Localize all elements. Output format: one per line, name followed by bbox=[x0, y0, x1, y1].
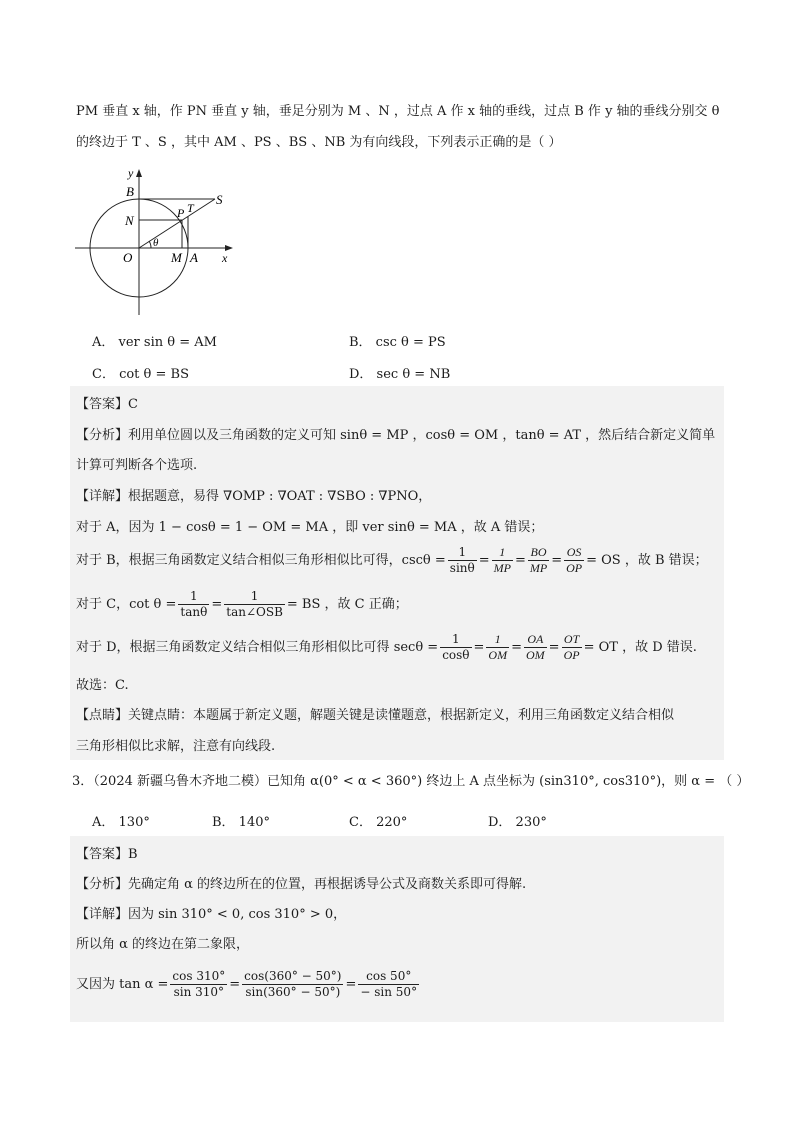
frac-den: OM bbox=[488, 648, 508, 662]
q2-option-c[interactable]: C． cot θ = BS bbox=[92, 367, 189, 382]
label-S: S bbox=[216, 192, 223, 207]
q3-analysis: 【分析】先确定角 α 的终边所在的位置，再根据诱导公式及商数关系即可得解. bbox=[76, 877, 527, 892]
frac-cos50-negsin50 bbox=[358, 969, 419, 1000]
frac-os-op bbox=[564, 545, 584, 576]
frac-num: cos 50° bbox=[358, 969, 419, 985]
q3-detail-line3 bbox=[76, 969, 421, 1000]
frac-num: OA bbox=[524, 632, 547, 648]
q2-detail-c bbox=[76, 589, 408, 620]
label-N: N bbox=[125, 213, 134, 228]
eq: = bbox=[229, 976, 241, 992]
frac-num: 1 bbox=[492, 545, 513, 561]
eq: = bbox=[211, 596, 223, 612]
q3-option-a[interactable]: A． 130° bbox=[92, 815, 150, 830]
frac-num: OS bbox=[564, 545, 584, 561]
q2-detail-b-end: = OS ，故 B 错误； bbox=[586, 552, 708, 568]
frac-num: OT bbox=[562, 632, 582, 648]
frac-num: 1 bbox=[224, 589, 285, 605]
frac-1-sin bbox=[448, 545, 477, 576]
q2-detail-line1: 【详解】根据题意，易得 ∇OMP : ∇OAT : ∇SBO : ∇PNO， bbox=[76, 489, 432, 504]
label-y: y bbox=[128, 166, 134, 180]
frac-den: tan∠OSB bbox=[226, 605, 283, 619]
label-theta: θ bbox=[153, 237, 159, 249]
frac-1-mp bbox=[492, 545, 513, 576]
frac-den: OM bbox=[526, 648, 545, 662]
frac-1-om bbox=[486, 632, 509, 663]
frac-den: sin 310° bbox=[173, 985, 225, 999]
frac-num: 1 bbox=[178, 589, 209, 605]
eq: = bbox=[473, 639, 485, 655]
q2-stem-line2: 的终边于 T 、S ，其中 AM 、PS 、BS 、NB 为有向线段，下列表示正确的是（ ） bbox=[76, 135, 562, 150]
frac-1-tan bbox=[178, 589, 209, 620]
theta-arc bbox=[149, 241, 151, 248]
q3-stem: 3．（2024 新疆乌鲁木齐地二模）已知角 α(0° < α < 360°) 终边上 A 点坐标为 (sin310°, cos310°)，则 α = （ ） bbox=[72, 774, 750, 789]
q2-stem-line1: PM 垂直 x 轴，作 PN 垂直 y 轴，垂足分别为 M 、N ，过点 A 作 x 轴的垂线，过点 B 作 y 轴的垂线分别交 θ bbox=[76, 104, 720, 119]
label-A: A bbox=[190, 250, 198, 265]
frac-oa-om bbox=[524, 632, 547, 663]
q2-detail-c-end: = BS ，故 C 正确； bbox=[286, 596, 408, 612]
eq: = bbox=[345, 976, 357, 992]
q2-detail-d bbox=[76, 632, 697, 663]
q2-analysis-line1: 【分析】利用单位圆以及三角函数的定义可知 sinθ = MP ，cosθ = OM ，tanθ = AT ，然后结合新定义简单 bbox=[76, 428, 716, 443]
q3-answer: 【答案】B bbox=[76, 847, 138, 862]
q2-answer: 【答案】C bbox=[76, 397, 138, 412]
eq: = bbox=[511, 639, 522, 655]
eq: = bbox=[514, 552, 526, 568]
frac-num: 1 bbox=[448, 545, 477, 561]
frac-cos360-sin360 bbox=[242, 969, 343, 1000]
q2-keypoint-line1: 【点睛】关键点睛：本题属于新定义题，解题关键是读懂题意，根据新定义，利用三角函数定义结合相似 bbox=[76, 708, 675, 723]
frac-num: 1 bbox=[486, 632, 509, 648]
q2-option-b[interactable]: B． csc θ = PS bbox=[349, 335, 446, 350]
q3-option-c[interactable]: C． 220° bbox=[349, 815, 408, 830]
label-P: P bbox=[177, 206, 185, 220]
frac-den: OP bbox=[566, 561, 583, 575]
frac-den: sin(360° − 50°) bbox=[245, 985, 341, 999]
frac-num: cos 310° bbox=[172, 969, 226, 983]
frac-cos310-sin310 bbox=[170, 969, 227, 1000]
frac-ot-op bbox=[562, 632, 582, 663]
frac-den: cosθ bbox=[442, 648, 470, 662]
q2-conclusion: 故选：C. bbox=[76, 678, 129, 693]
label-x: x bbox=[222, 251, 228, 265]
q3-option-d[interactable]: D． 230° bbox=[488, 815, 547, 830]
frac-bo-mp bbox=[528, 545, 549, 576]
frac-1-tanosb bbox=[224, 589, 285, 620]
frac-num: 1 bbox=[440, 632, 471, 648]
q2-analysis-line2: 计算可判断各个选项. bbox=[76, 458, 198, 473]
frac-den: − sin 50° bbox=[360, 985, 418, 999]
frac-den: MP bbox=[529, 561, 548, 575]
q2-detail-b bbox=[76, 545, 708, 576]
frac-1-cos bbox=[440, 632, 471, 663]
frac-den: MP bbox=[493, 561, 511, 575]
label-O: O bbox=[123, 250, 133, 265]
label-M: M bbox=[171, 250, 182, 265]
q2-detail-d-text: 对于 D，根据三角函数定义结合相似三角形相似比可得 secθ = bbox=[76, 639, 439, 655]
unit-circle-figure bbox=[70, 165, 240, 320]
q2-detail-b-text: 对于 B，根据三角函数定义结合相似三角形相似比可得，cscθ = bbox=[76, 552, 446, 568]
y-axis-arrow bbox=[136, 169, 142, 177]
q2-keypoint-line2: 三角形相似比求解，注意有向线段. bbox=[76, 739, 276, 754]
frac-num: cos(360° − 50°) bbox=[244, 969, 342, 983]
label-T: T bbox=[187, 201, 194, 215]
eq: = bbox=[548, 639, 560, 655]
q2-detail-d-end: = OT ，故 D 错误. bbox=[583, 639, 697, 655]
label-B: B bbox=[126, 184, 134, 199]
frac-den: tanθ bbox=[180, 605, 208, 619]
q2-option-d[interactable]: D． sec θ = NB bbox=[349, 367, 451, 382]
q2-option-a[interactable]: A． ver sin θ = AM bbox=[92, 335, 217, 350]
frac-den: sinθ bbox=[449, 561, 475, 575]
eq: = bbox=[478, 552, 490, 568]
q3-option-b[interactable]: B． 140° bbox=[212, 815, 270, 830]
q3-detail-line3-text: 又因为 tan α = bbox=[76, 976, 169, 992]
frac-num: BO bbox=[528, 545, 549, 561]
eq: = bbox=[551, 552, 563, 568]
q3-detail-line2: 所以角 α 的终边在第二象限， bbox=[76, 937, 250, 952]
q2-detail-a: 对于 A，因为 1 − cosθ = 1 − OM = MA ，即 ver sinθ = MA ，故 A 错误； bbox=[76, 520, 544, 535]
q2-detail-c-text: 对于 C，cot θ = bbox=[76, 596, 177, 612]
frac-den: OP bbox=[563, 648, 580, 662]
q3-detail-line1: 【详解】因为 sin 310° < 0, cos 310° > 0， bbox=[76, 907, 347, 922]
